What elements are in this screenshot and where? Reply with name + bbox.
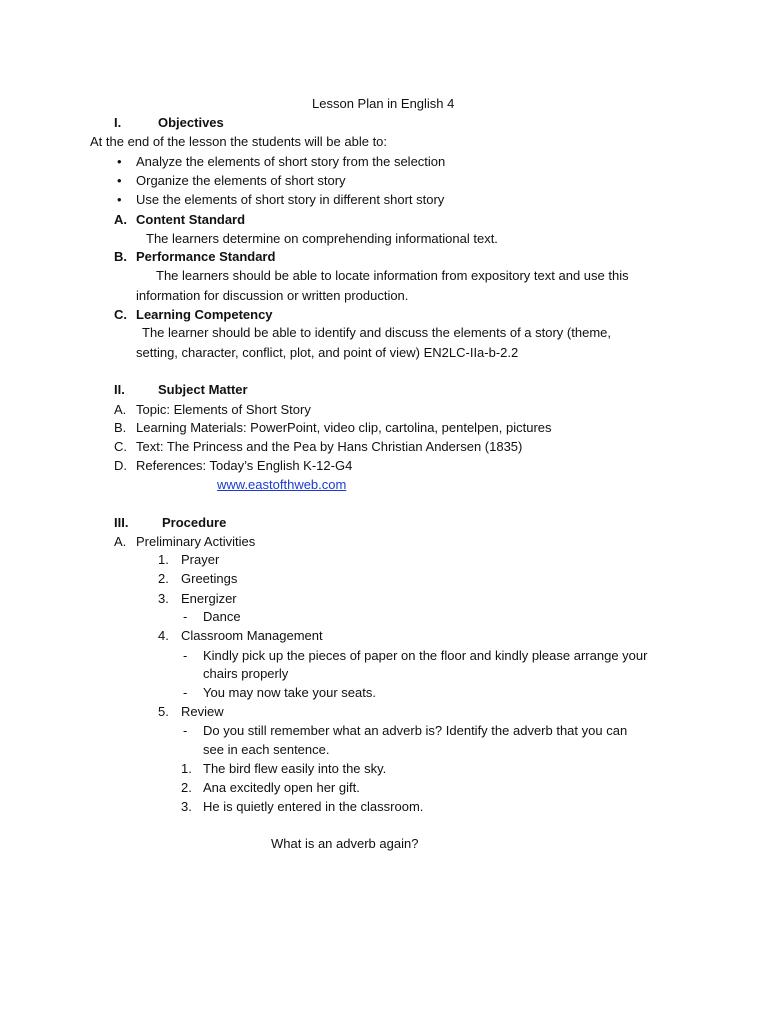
subject-item-letter: A. (114, 402, 127, 417)
bullet-marker: • (117, 154, 122, 169)
objective-item: Analyze the elements of short story from the selection (136, 154, 446, 169)
learning-competency-text: setting, character, conflict, plot, and point of view) EN2LC-IIa-b-2.2 (136, 345, 519, 360)
sentence-number: 2. (181, 780, 192, 795)
objectives-intro: At the end of the lesson the students will be able to: (90, 134, 388, 149)
dash-marker: - (183, 685, 188, 700)
performance-standard-text: The learners should be able to locate information from expository text and use this (156, 268, 629, 283)
subject-item: Learning Materials: PowerPoint, video clip, cartolina, pentelpen, pictures (136, 420, 552, 435)
section-2-numeral: II. (114, 382, 125, 397)
procedure-sub-letter: A. (114, 534, 127, 549)
review-sub-item: Do you still remember what an adverb is? Identify the adverb that you can (203, 723, 628, 738)
objective-item: Organize the elements of short story (136, 173, 346, 188)
dash-marker: - (183, 648, 188, 663)
step-item: Review (181, 704, 224, 719)
learning-competency-letter: C. (114, 307, 127, 322)
sentence-number: 3. (181, 799, 192, 814)
dash-marker: - (183, 609, 188, 624)
review-question: What is an adverb again? (271, 836, 419, 851)
review-sub-item: see in each sentence. (203, 742, 330, 757)
page-title: Lesson Plan in English 4 (312, 96, 455, 111)
management-sub-item: chairs properly (203, 666, 289, 681)
step-number: 1. (158, 552, 169, 567)
subject-item-letter: B. (114, 420, 127, 435)
section-3-numeral: III. (114, 515, 129, 530)
section-1-heading: Objectives (158, 115, 224, 130)
review-sentence: The bird flew easily into the sky. (203, 761, 387, 776)
management-sub-item: Kindly pick up the pieces of paper on the floor and kindly please arrange your (203, 648, 648, 663)
energizer-sub-item: Dance (203, 609, 241, 624)
step-item: Energizer (181, 591, 237, 606)
dash-marker: - (183, 723, 188, 738)
step-number: 3. (158, 591, 169, 606)
learning-competency-heading: Learning Competency (136, 307, 273, 322)
objective-item: Use the elements of short story in different short story (136, 192, 445, 207)
section-2-heading: Subject Matter (158, 382, 248, 397)
bullet-marker: • (117, 173, 122, 188)
subject-item-letter: D. (114, 458, 127, 473)
content-standard-heading: Content Standard (136, 212, 246, 227)
step-item: Greetings (181, 571, 238, 586)
performance-standard-letter: B. (114, 249, 127, 264)
step-item: Prayer (181, 552, 220, 567)
subject-item: Topic: Elements of Short Story (136, 402, 311, 417)
content-standard-text: The learners determine on comprehending informational text. (146, 231, 498, 246)
section-3-heading: Procedure (162, 515, 227, 530)
sentence-number: 1. (181, 761, 192, 776)
step-item: Classroom Management (181, 628, 323, 643)
content-standard-letter: A. (114, 212, 127, 227)
learning-competency-text: The learner should be able to identify and discuss the elements of a story (theme, (142, 325, 611, 340)
reference-link[interactable]: www.eastofthweb.com (217, 477, 347, 492)
step-number: 4. (158, 628, 169, 643)
review-sentence: Ana excitedly open her gift. (203, 780, 360, 795)
management-sub-item: You may now take your seats. (203, 685, 376, 700)
subject-item: References: Today’s English K-12-G4 (136, 458, 353, 473)
performance-standard-text: information for discussion or written production. (136, 288, 409, 303)
subject-item: Text: The Princess and the Pea by Hans Christian Andersen (1835) (136, 439, 523, 454)
subject-item-letter: C. (114, 439, 127, 454)
performance-standard-heading: Performance Standard (136, 249, 276, 264)
step-number: 5. (158, 704, 169, 719)
section-1-numeral: I. (114, 115, 122, 130)
review-sentence: He is quietly entered in the classroom. (203, 799, 424, 814)
procedure-sub-heading: Preliminary Activities (136, 534, 256, 549)
step-number: 2. (158, 571, 169, 586)
bullet-marker: • (117, 192, 122, 207)
